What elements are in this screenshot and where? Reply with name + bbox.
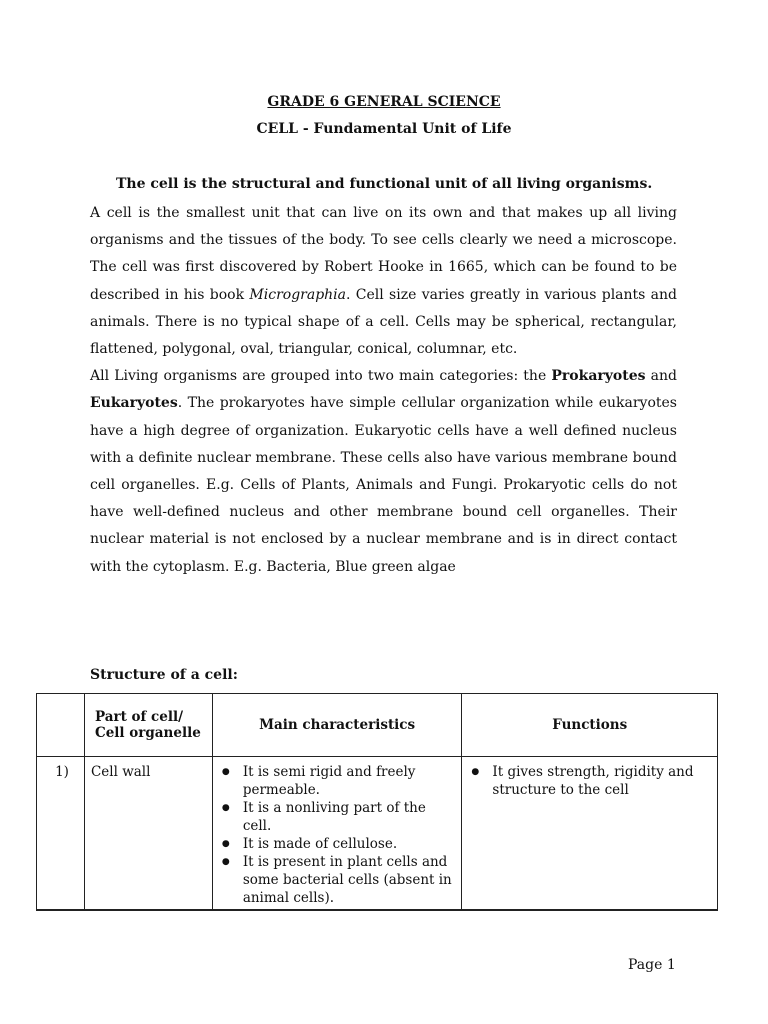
lead-sentence: The cell is the structural and functional unit of all living organisms. xyxy=(116,176,653,192)
header-functions: Functions xyxy=(462,694,718,757)
list-item: ● It is semi rigid and freely permeable. xyxy=(243,763,456,799)
page-number: Page 1 xyxy=(628,957,676,973)
header-number xyxy=(37,694,85,757)
list-item: ● It is present in plant cells and some bacterial cells (absent in animal cells). xyxy=(243,853,456,907)
paragraph-2-text: All Living organisms are grouped into two main categories: the xyxy=(90,368,552,385)
section-title: Structure of a cell: xyxy=(90,667,238,683)
paragraph-1-text-end: . Cell size varies greatly in various plants and animals. There is no typical shape of a cell. Cells may be spherical, rectangular, flattened, polygonal, oval, triangular, conical, columnar, etc. xyxy=(90,286,677,358)
table-header-row xyxy=(37,694,718,757)
header-part: Part of cell/ Cell organelle xyxy=(84,694,212,757)
row-number: 1) xyxy=(37,757,85,911)
body-text xyxy=(90,200,677,581)
row-characteristics xyxy=(212,757,462,911)
book-title: Micrographia xyxy=(249,286,346,303)
row-functions xyxy=(462,757,718,911)
paragraph-1 xyxy=(90,200,677,363)
cell-structure-table xyxy=(36,693,718,911)
table-row xyxy=(37,757,718,911)
row-part: Cell wall xyxy=(84,757,212,911)
term-eukaryotes: Eukaryotes xyxy=(90,395,178,412)
functions-list xyxy=(468,763,711,799)
characteristics-list xyxy=(219,763,456,907)
paragraph-2-text-end: . The prokaryotes have simple cellular organization while eukaryotes have a high degree of organization. Eukaryotic cells have a well defined nucleus with a definite nuclear membrane. These cells also have various membrane bound cell organelles. E.g. Cells of Plants, Animals and Fungi. Prokaryotic cells do not have well-defined nucleus and other membrane bound cell organelles. Their nuclear material is not enclosed by a nuclear membrane and is in direct contact with the cytoplasm. E.g. Bacteria, Blue green algae xyxy=(90,395,677,575)
list-item: ● It is a nonliving part of the cell. xyxy=(243,799,456,835)
paragraph-2 xyxy=(90,363,677,581)
page-subtitle: CELL - Fundamental Unit of Life xyxy=(256,121,512,137)
list-item: ● It gives strength, rigidity and structure to the cell xyxy=(492,763,711,799)
paragraph-1-text: A cell is the smallest unit that can live on its own and that makes up all living organisms and the tissues of the body. To see cells clearly we need a microscope. The cell was first discovered by Robert Hooke in 1665, which can be found to be described in his book xyxy=(90,205,677,303)
paragraph-2-and: and xyxy=(645,368,677,385)
page-title: GRADE 6 GENERAL SCIENCE xyxy=(267,94,501,110)
list-item: ● It is made of cellulose. xyxy=(243,835,456,853)
header-characteristics: Main characteristics xyxy=(212,694,462,757)
term-prokaryotes: Prokaryotes xyxy=(551,368,646,385)
